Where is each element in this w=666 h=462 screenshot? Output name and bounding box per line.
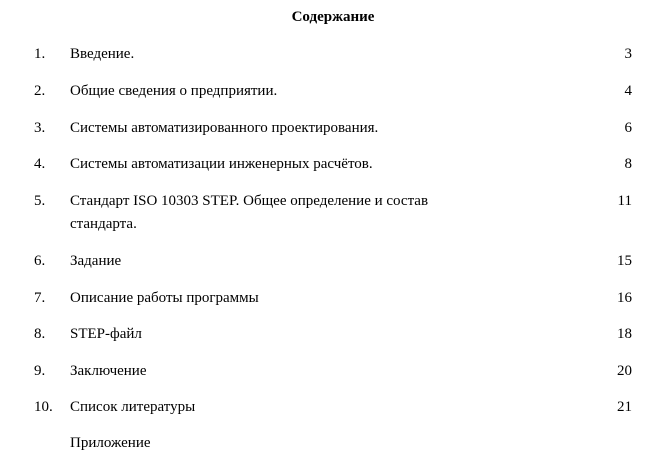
toc-title: Содержание: [291, 9, 375, 25]
toc-entry-number: 3.: [34, 120, 46, 136]
toc-entry-number: 9.: [34, 363, 46, 379]
toc-entry-title: Задание: [70, 253, 122, 269]
toc-entry-page: 11: [617, 193, 632, 209]
toc-entry-title-continuation: стандарта.: [70, 216, 137, 232]
toc-entry-page: 6: [624, 120, 632, 136]
toc-entry-number: 10.: [34, 399, 53, 415]
toc-entry-title: Общие сведения о предприятии.: [70, 83, 278, 99]
toc-entry-title: Стандарт ISO 10303 STEP. Общее определение и состав: [70, 193, 429, 209]
toc-entry-page: 8: [624, 156, 632, 172]
toc-entry-title: Приложение: [70, 435, 151, 451]
toc-entry-page: 18: [617, 326, 632, 342]
toc-entry-page: 3: [624, 46, 632, 62]
toc-entry-number: 8.: [34, 326, 46, 342]
toc-entry-number: 6.: [34, 253, 46, 269]
toc-entry-title: Заключение: [70, 363, 147, 379]
toc-entry-number: 4.: [34, 156, 46, 172]
toc-entry-number: 7.: [34, 290, 46, 306]
toc-entry-number: 5.: [34, 193, 46, 209]
toc-entry-title: Описание работы программы: [70, 290, 259, 306]
toc-entry-title: STEP-файл: [70, 326, 142, 342]
toc-entry-page: 4: [624, 83, 632, 99]
toc-entry-number: 2.: [34, 83, 46, 99]
toc-entry-title: Список литературы: [70, 399, 196, 415]
toc-entry-page: 15: [617, 253, 632, 269]
toc-entry-page: 16: [617, 290, 632, 306]
toc-entry-number: 1.: [34, 46, 46, 62]
toc-entry-title: Системы автоматизированного проектирования.: [70, 120, 379, 136]
toc-entry-title: Введение.: [70, 46, 135, 62]
toc-entry-page: 21: [617, 399, 632, 415]
toc-entry-title: Системы автоматизации инженерных расчётов.: [70, 156, 373, 172]
toc-entry-page: 20: [617, 363, 632, 379]
